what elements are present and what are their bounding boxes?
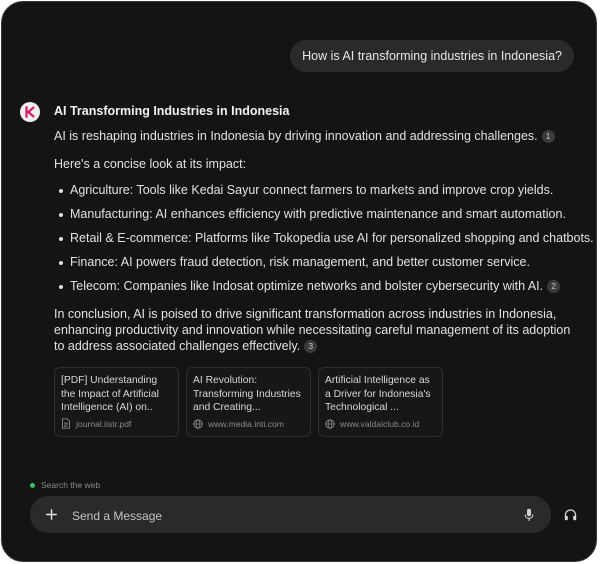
source-title: AI Revolution: Transforming Industries and Creating... <box>193 375 301 413</box>
message-composer <box>30 496 551 533</box>
list-item <box>70 278 584 294</box>
list-item-text: Retail & E-commerce: Platforms like Tokopedia use AI for personalized shopping and chatbots. <box>70 231 594 245</box>
microphone-icon <box>524 508 534 522</box>
chat-window <box>1 1 597 562</box>
answer-lead: Here's a concise look at its impact: <box>54 157 247 171</box>
source-domain-text: www.media.inti.com <box>208 419 284 429</box>
source-card[interactable] <box>318 367 443 437</box>
citation-badge[interactable]: 3 <box>304 340 317 353</box>
answer-conclusion <box>54 306 584 354</box>
plus-icon <box>46 509 57 520</box>
source-domain <box>61 418 131 429</box>
source-domain-text: journal.iistr.pdf <box>76 418 132 429</box>
voice-mode-button[interactable] <box>562 507 578 523</box>
source-domain-text: www.valdaiclub.co.id <box>340 419 420 429</box>
citation-badge[interactable]: 2 <box>547 280 560 293</box>
assistant-answer <box>54 102 594 354</box>
message-input[interactable] <box>70 496 514 535</box>
source-title: [PDF] Understanding the Impact of Artificial Intelligence (AI) on.. <box>61 375 159 413</box>
answer-intro-text: AI is reshaping industries in Indonesia by driving innovation and addressing challenges. <box>54 129 538 143</box>
list-item <box>70 230 594 246</box>
source-domain <box>193 419 284 429</box>
document-icon <box>61 418 71 429</box>
source-title: Artificial Intelligence as a Driver for Indonesia's Technological ... <box>325 375 431 413</box>
list-item-text: Finance: AI powers fraud detection, risk management, and better customer service. <box>70 255 530 269</box>
source-card[interactable] <box>54 367 179 437</box>
k-logo-icon <box>24 106 36 118</box>
list-item <box>70 206 584 222</box>
list-item-text: Manufacturing: AI enhances efficiency with predictive maintenance and smart automation. <box>70 207 566 221</box>
list-item-text: Telecom: Companies like Indosat optimize networks and bolster cybersecurity with AI. <box>70 279 544 293</box>
source-card[interactable] <box>186 367 311 437</box>
impact-list <box>54 182 594 294</box>
list-item <box>70 254 584 270</box>
user-message-bubble <box>290 40 574 72</box>
answer-title: AI Transforming Industries in Indonesia <box>54 104 290 118</box>
add-attachment-button[interactable] <box>42 505 60 523</box>
source-cards <box>54 367 443 437</box>
globe-icon <box>325 419 335 429</box>
globe-icon <box>193 419 203 429</box>
citation-badge[interactable]: 1 <box>542 130 555 143</box>
voice-input-button[interactable] <box>521 506 537 523</box>
search-web-label: Search the web <box>41 480 101 490</box>
source-domain <box>325 419 419 429</box>
user-message-text: How is AI transforming industries in Indonesia? <box>302 49 562 63</box>
list-item <box>70 182 584 198</box>
answer-intro <box>54 128 584 144</box>
list-item-text: Agriculture: Tools like Kedai Sayur connect farmers to markets and improve crop yields. <box>70 183 554 197</box>
status-dot-icon <box>30 483 35 488</box>
headphones-icon <box>564 509 577 521</box>
assistant-avatar <box>20 102 40 122</box>
search-web-toggle[interactable] <box>30 480 100 490</box>
answer-conclusion-text: In conclusion, AI is poised to drive significant transformation across industries in Indonesia, enhancing productivity and innovation while necessitating careful management of its adoption to address associated challenges effectively. <box>54 307 571 353</box>
